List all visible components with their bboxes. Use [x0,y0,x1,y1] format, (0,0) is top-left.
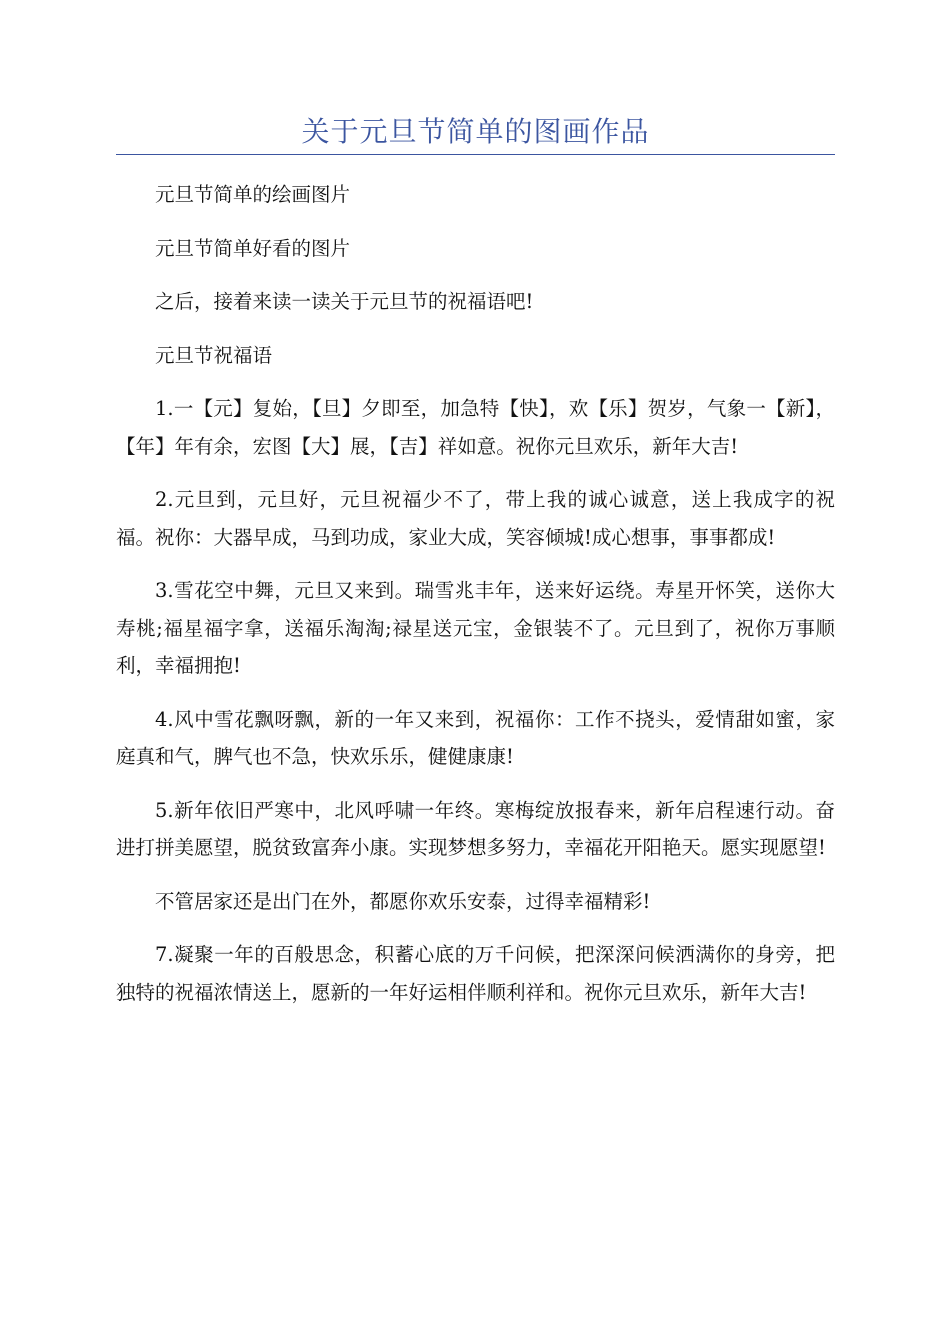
document-body [116,176,835,1027]
paragraph-2: 元旦节简单好看的图片 [155,236,351,260]
blessing-3: 3.雪花空中舞，元旦又来到。瑞雪兆丰年，送来好运绕。寿星开怀笑，送你大寿桃;福星福字拿，送福乐淘淘;禄星送元宝，金银装不了。元旦到了，祝你万事顺利，幸福拥抱! [116,579,835,677]
title-underline [116,154,835,155]
paragraph-1: 元旦节简单的绘画图片 [155,183,351,206]
blessing-7: 7.凝聚一年的百般思念，积蓄心底的万千问候，把深深问候洒满你的身旁，把独特的祝福浓情送上，愿新的一年好运相伴顺利祥和。祝你元旦欢乐，新年大吉! [116,943,835,1004]
blessing-2: 2.元旦到，元旦好，元旦祝福少不了，带上我的诚心诚意，送上我成字的祝福。祝你：大器早成，马到功成，家业大成，笑容倾城!成心想事，事事都成! [116,488,835,549]
blessing-5: 5.新年依旧严寒中，北风呼啸一年终。寒梅绽放报春来，新年启程速行动。奋进打拼美愿望，脱贫致富奔小康。实现梦想多努力，幸福花开阳艳天。愿实现愿望! [116,798,835,859]
blessing-4: 4.风中雪花飘呀飘，新的一年又来到，祝福你：工作不挠头，爱情甜如蜜，家庭真和气，脾气也不急，快欢乐乐，健健康康! [116,707,835,768]
page-title: 关于元旦节简单的图画作品 [301,115,650,148]
blessing-1: 1.一【元】复始，【旦】夕即至，加急特【快】，欢【乐】贺岁，气象一【新】，【年】年有余，宏图【大】展，【吉】祥如意。祝你元旦欢乐，新年大吉! [116,397,835,458]
paragraph-heading-blessings: 元旦节祝福语 [155,343,273,367]
blessing-6: 不管居家还是出门在外，都愿你欢乐安泰，过得幸福精彩! [155,889,651,913]
paragraph-3: 之后，接着来读一读关于元旦节的祝福语吧! [155,290,534,313]
